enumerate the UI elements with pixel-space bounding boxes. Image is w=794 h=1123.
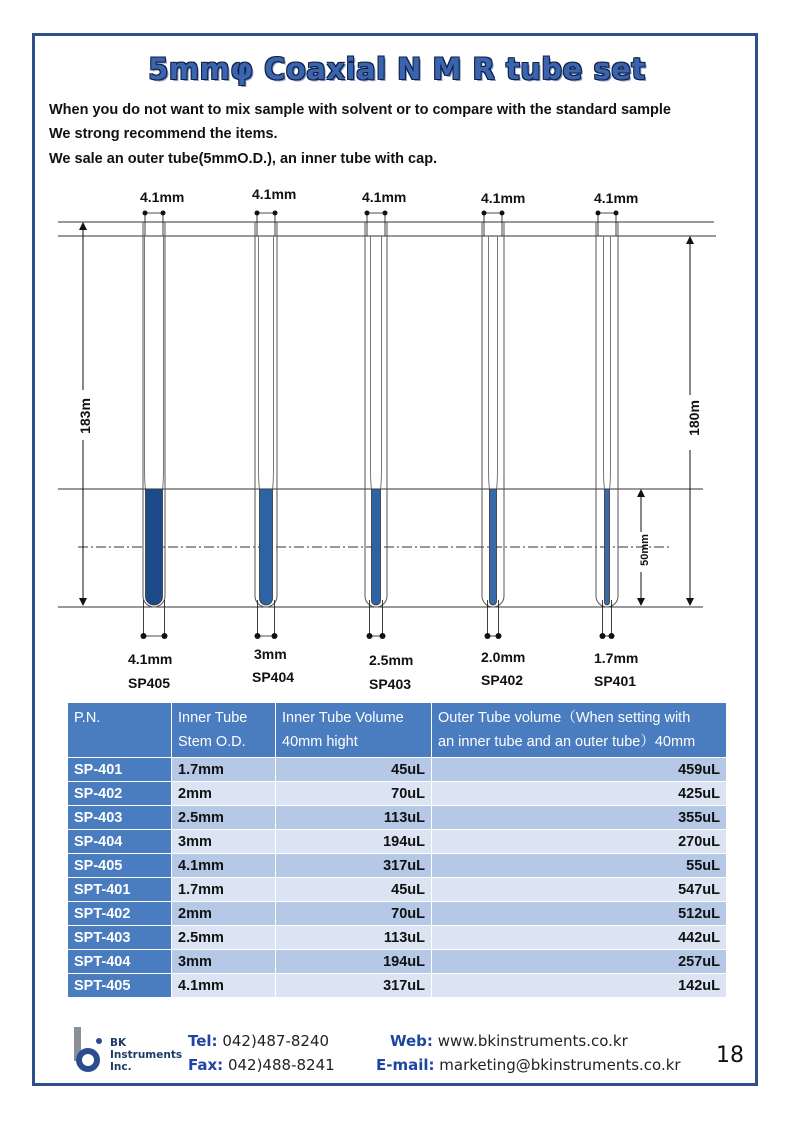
cell-inner-volume: 194uL (276, 950, 432, 974)
web-value[interactable]: www.bkinstruments.co.kr (437, 1032, 628, 1050)
cell-pn: SP-404 (68, 830, 172, 854)
cell-outer-volume: 355uL (432, 806, 727, 830)
sample-fill-sp403 (372, 489, 381, 605)
table-row (68, 950, 727, 974)
cell-inner-od: 2mm (172, 782, 276, 806)
part-label-sp405: SP405 (128, 675, 171, 691)
height-180-label: 180m (685, 400, 702, 436)
inner-tube-top-sp403 (371, 236, 372, 489)
inner-od-label-sp401: 1.7mm (594, 650, 639, 666)
sample-fill-sp404 (260, 489, 273, 605)
fax-value: 042)488-8241 (227, 1056, 335, 1074)
logo-text-line-3: Inc. (110, 1061, 132, 1073)
cell-pn: SPT-401 (68, 878, 172, 902)
cell-outer-volume: 270uL (432, 830, 727, 854)
cell-outer-volume: 55uL (432, 854, 727, 878)
email-value[interactable]: marketing@bkinstruments.co.kr (439, 1056, 681, 1074)
inner-od-label-sp403: 2.5mm (369, 652, 414, 668)
header-pn: P.N. (68, 703, 172, 758)
spec-table (67, 702, 727, 998)
fax-key: Fax: (188, 1056, 224, 1074)
table-header-row (68, 703, 727, 758)
table-row (68, 902, 727, 926)
cell-outer-volume: 459uL (432, 758, 727, 782)
cell-inner-od: 3mm (172, 830, 276, 854)
inner-od-label-sp402: 2.0mm (481, 649, 526, 665)
cell-pn: SPT-404 (68, 950, 172, 974)
part-label-sp401: SP401 (594, 673, 637, 689)
height-183-label: 183m (76, 398, 93, 434)
cell-inner-od: 2.5mm (172, 806, 276, 830)
logo-text-line-2: Instruments (110, 1049, 183, 1061)
cell-outer-volume: 425uL (432, 782, 727, 806)
header-inner-od: Inner Tube Stem O.D. (172, 703, 276, 758)
cell-inner-od: 1.7mm (172, 758, 276, 782)
cell-inner-volume: 70uL (276, 902, 432, 926)
cell-inner-volume: 70uL (276, 782, 432, 806)
header-inner-volume: Inner Tube Volume 40mm hight (276, 703, 432, 758)
page-number: 18 (716, 1043, 744, 1068)
cell-inner-volume: 45uL (276, 878, 432, 902)
inner-tube-top-sp401 (604, 236, 605, 489)
table-row (68, 830, 727, 854)
part-label-sp402: SP402 (481, 672, 524, 688)
tel-line (188, 1032, 329, 1050)
web-key: Web: (390, 1032, 433, 1050)
cell-outer-volume: 442uL (432, 926, 727, 950)
table-row (68, 878, 727, 902)
email-key: E-mail: (376, 1056, 435, 1074)
header-outer-volume: Outer Tube volume（When setting with an inner tube and an outer tube）40mm (432, 703, 727, 758)
inner-tube-top-sp405 (145, 236, 146, 489)
cell-inner-volume: 45uL (276, 758, 432, 782)
cell-inner-od: 1.7mm (172, 878, 276, 902)
tubes-group (141, 211, 619, 640)
cell-pn: SP-401 (68, 758, 172, 782)
cell-outer-volume: 142uL (432, 974, 727, 998)
table-row (68, 974, 727, 998)
outer-od-label-5: 4.1mm (594, 190, 639, 206)
sample-fill-sp402 (490, 489, 497, 605)
cell-outer-volume: 547uL (432, 878, 727, 902)
intro-line-1: When you do not want to mix sample with solvent or to compare with the standard sample (49, 102, 671, 118)
intro-line-2: We strong recommend the items. (49, 126, 278, 142)
logo-text-line-1: BK (110, 1037, 127, 1049)
cell-pn: SPT-405 (68, 974, 172, 998)
cell-inner-od: 2mm (172, 902, 276, 926)
cell-inner-volume: 194uL (276, 830, 432, 854)
table-row (68, 782, 727, 806)
outer-od-label-3: 4.1mm (362, 189, 407, 205)
part-label-sp403: SP403 (369, 676, 412, 692)
sample-fill-sp401 (605, 489, 610, 605)
cell-pn: SP-402 (68, 782, 172, 806)
fax-line (188, 1056, 335, 1074)
cell-outer-volume: 257uL (432, 950, 727, 974)
cell-inner-volume: 113uL (276, 926, 432, 950)
cell-inner-volume: 317uL (276, 854, 432, 878)
outer-od-label-1: 4.1mm (140, 189, 185, 205)
tel-value: 042)487-8240 (222, 1032, 330, 1050)
part-label-sp404: SP404 (252, 669, 295, 685)
outer-od-label-4: 4.1mm (481, 190, 526, 206)
table-row (68, 806, 727, 830)
bk-logo-icon (70, 1027, 110, 1077)
tel-key: Tel: (188, 1032, 218, 1050)
cell-inner-od: 4.1mm (172, 854, 276, 878)
cell-pn: SP-405 (68, 854, 172, 878)
cell-inner-volume: 113uL (276, 806, 432, 830)
sample-fill-sp405 (146, 489, 163, 605)
table-row (68, 926, 727, 950)
inner-od-label-sp405: 4.1mm (128, 651, 173, 667)
inner-tube-top-sp404 (259, 236, 260, 489)
cell-pn: SP-403 (68, 806, 172, 830)
fill-50mm-label: 50mm (638, 534, 651, 566)
cell-pn: SPT-403 (68, 926, 172, 950)
cell-inner-od: 4.1mm (172, 974, 276, 998)
cell-pn: SPT-402 (68, 902, 172, 926)
cell-inner-od: 3mm (172, 950, 276, 974)
page-title: 5mmφ Coaxial N M R tube set (148, 52, 646, 86)
cell-outer-volume: 512uL (432, 902, 727, 926)
inner-od-label-sp404: 3mm (254, 646, 287, 662)
outer-od-label-2: 4.1mm (252, 186, 297, 202)
inner-tube-top-sp402 (489, 236, 490, 489)
table-row (68, 758, 727, 782)
intro-line-3: We sale an outer tube(5mmO.D.), an inner tube with cap. (49, 151, 438, 167)
email-line (376, 1056, 681, 1074)
table-row (68, 854, 727, 878)
cell-inner-volume: 317uL (276, 974, 432, 998)
web-line (390, 1032, 628, 1050)
cell-inner-od: 2.5mm (172, 926, 276, 950)
